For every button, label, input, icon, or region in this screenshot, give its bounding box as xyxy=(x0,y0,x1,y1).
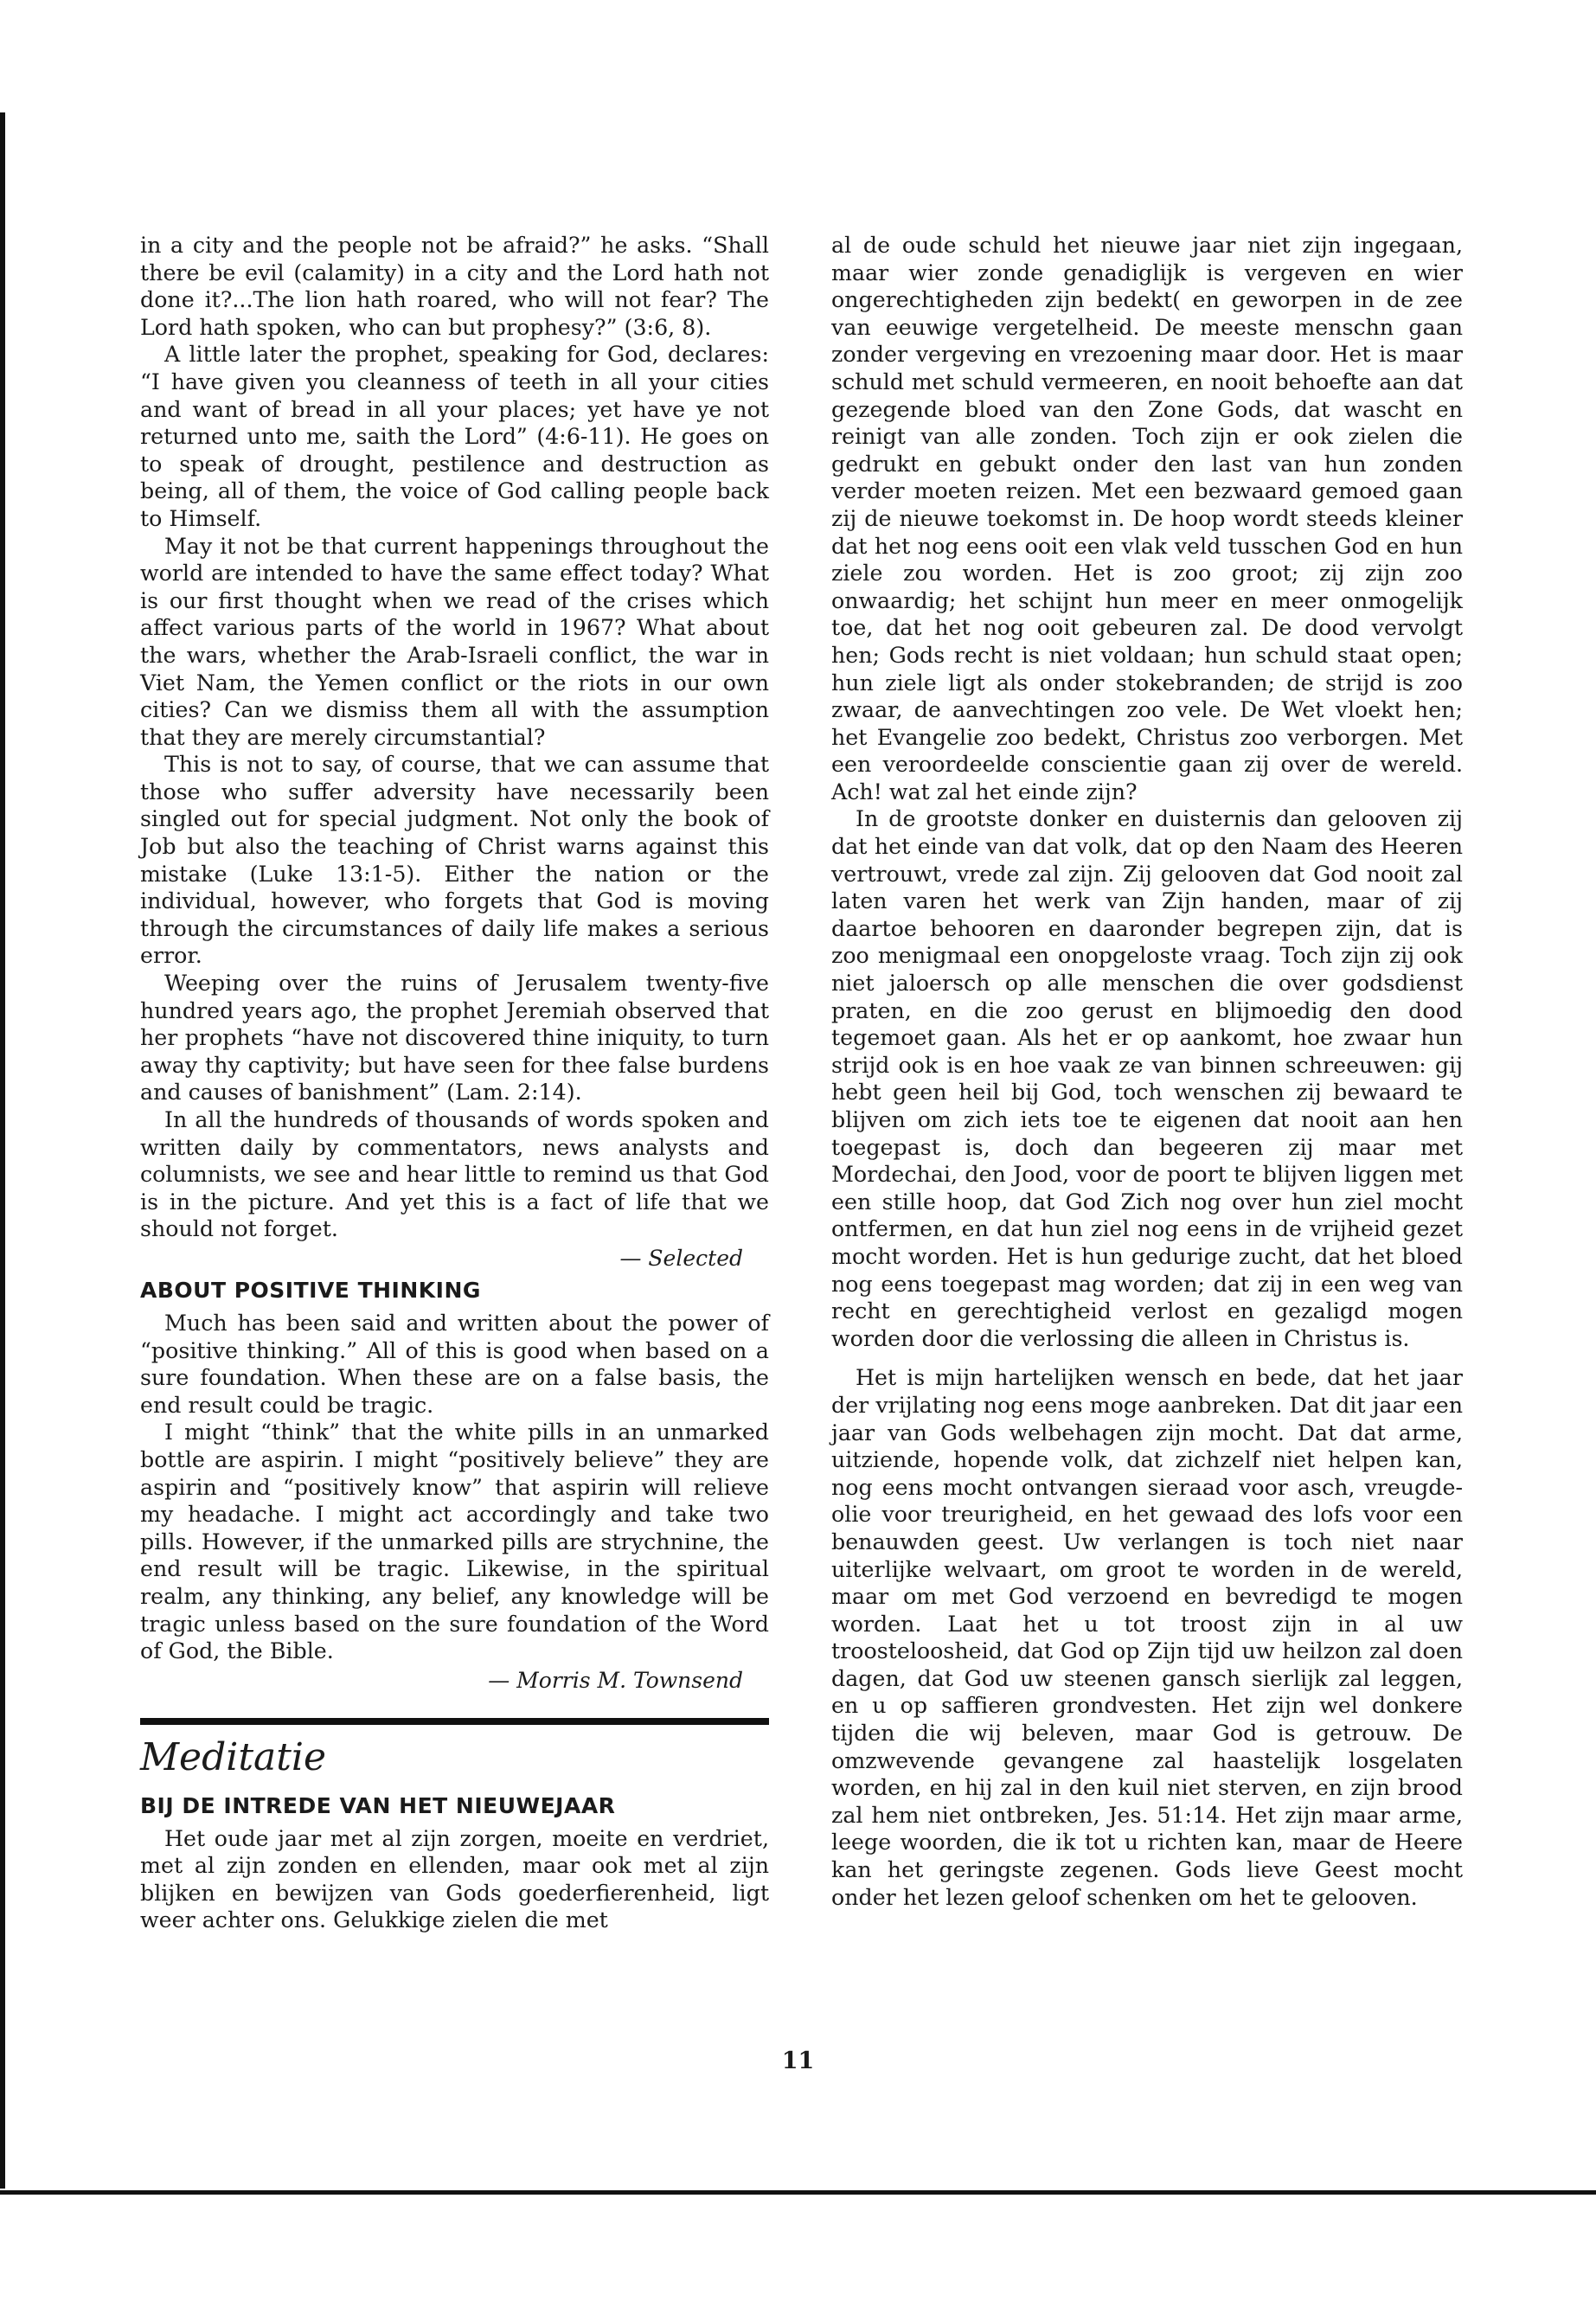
scan-bottom-border xyxy=(0,2190,1596,2195)
paragraph: In de grootste donker en duisternis dan gelooven zij dat het einde van dat volk, dat op den Naam des Heeren vertrouwt, vrede zal zijn. Zij gelooven dat God nooit zal laten varen het werk van Zijn handen, maar of zij daartoe behooren en daaronder begrepen zijn, dat is zoo menigmaal een onopgeloste vraag. Toch zijn zij ook niet jaloersch op alle menschen die over godsdienst praten, en die zoo gerust en blijmoedig den dood tegemoet gaan. Als het er op aankomt, hoe zwaar hun strijd ook is en hoe vaak ze van binnen schreeuwen: gij hebt geen heil bij God, toch wenschen zij bewaard te blijven om zich iets toe te eigenen dat nooit aan hen toegepast is, doch dan begeeren zij maar met Mordechai, den Jood, voor de poort te blijven liggen met een stille hoop, dat God Zich nog over hun ziel mocht ontfermen, en dat hun ziel nog eens in de vrijheid gezet mocht worden. Het is hun gedurige zucht, dat het bloed nog eens toegepast mag worden; dat zij in een weg van recht en gerechtigheid verlost en gezaligd mogen worden door die verlossing die alleen in Christus is. xyxy=(831,806,1463,1351)
meditatie-title: Meditatie xyxy=(140,1734,327,1779)
paragraph: Much has been said and written about the power of “positive thinking.” All of this is good when based on a sure foundation. When these are on a false basis, the end result could be tragic. xyxy=(140,1310,769,1418)
paragraph: al de oude schuld het nieuwe jaar niet zijn ingegaan, maar wier zonde genadiglijk is vergeven en wier ongerechtigheden zijn bedekt( en geworpen in de zee van eeuwige vergetelheid. De meeste menschn gaan zonder vergeving en vrezoening maar door. Het is maar schuld met schuld vermeeren, en nooit behoefte aan dat gezegende bloed van den Zone Gods, dat wascht en reinigt van alle zonden. Toch zijn er ook zielen die gedrukt en gebukt onder den last van hun zonden verder moeten reizen. Met een bezwaard gemoed gaan zij de nieuwe toekomst in. De hoop wordt steeds kleiner dat het nog eens ooit een vlak veld tusschen God en hun ziele zou worden. Het is zoo groot; zij zijn zoo onwaardig; het schijnt hun meer en meer onmogelijk toe, dat het nog ooit gebeuren zal. De dood vervolgt hen; Gods recht is niet voldaan; hun schuld staat open; hun ziele ligt als onder stokebranden; de strijd is zoo zwaar, de aanvechtingen zoo vele. De Wet vloekt hen; het Evangelie zoo bedekt, Christus zoo verborgen. Met een veroordeelde conscientie gaan zij over de wereld. Ach! wat zal het einde zijn? xyxy=(831,233,1463,804)
paragraph: I might “think” that the white pills in an unmarked bottle are aspirin. I might “positively believe” they are aspirin and “positively know” that aspirin will relieve my headache. I might act accordingly and take two pills. However, if the unmarked pills are strychnine, the end result will be tragic. Likewise, in the spiritual realm, any thinking, any belief, any knowledge will be tragic unless based on the sure foundation of the Word of God, the Bible. xyxy=(140,1420,769,1664)
paragraph: May it not be that current happenings throughout the world are intended to have the same effect today? What is our first thought when we read of the crises which affect various parts of the world in 1967? What about the wars, whether the Arab-Israeli conflict, the war in Viet Nam, the Yemen conflict or the riots in our own cities? Can we dismiss them all with the assumption that they are merely circumstantial? xyxy=(140,533,769,750)
credit-author: — Morris M. Townsend xyxy=(488,1667,743,1693)
section-rule xyxy=(140,1718,769,1725)
paragraph: This is not to say, of course, that we can assume that those who suffer adversity have necessarily been singled out for special judgment. Not only the book of Job but also the teaching of Christ warns against this mistake (Luke 13:1-5). Either the nation or the individual, however, who forgets that God is moving through the circumstances of daily life makes a serious error. xyxy=(140,752,769,969)
paragraph: Het is mijn hartelijken wensch en bede, dat het jaar der vrijlating nog eens moge aanbreken. Dat dit jaar een jaar van Gods welbehagen zijn mocht. Dat dat arme, uitziende, hopende volk, dat zichzelf niet helpen kan, nog eens mocht ontvangen sieraad voor asch, vreugde-olie voor treurigheid, en het gewaad des lofs voor een benauwden geest. Uw verlangen is toch niet naar uiterlijke welvaart, om groot te worden in de wereld, maar om met God verzoend en bevredigd te mogen worden. Laat het u tot troost zijn in al uw troosteloosheid, dat God op Zijn tijd uw heilzon zal doen dagen, dat God uw steenen gansch sierlijk zal leggen, en u op saffieren grondvesten. Het zijn wel donkere tijden die wij beleven, maar God is getrouw. De omzwevende gevangene zal haastelijk losgelaten worden, en hij zal in den kuil niet sterven, en zijn brood zal hem niet ontbreken, Jes. 51:14. Het zijn maar arme, leege woorden, die ik tot u richten kan, maar de Heere kan het geringste zegenen. Gods lieve Geest mocht onder het lezen geloof schenken om het te gelooven. xyxy=(831,1365,1463,1910)
page-number: 11 xyxy=(781,2048,815,2074)
paragraph-gap xyxy=(831,1352,1463,1364)
paragraph: Het oude jaar met al zijn zorgen, moeite en verdriet, met al zijn zonden en ellenden, maar ook met al zijn blijken en bewijzen van Gods goederfierenheid, ligt weer achter ons. Gelukkige zielen die met xyxy=(140,1825,769,1933)
paragraph: A little later the prophet, speaking for God, declares: “I have given you cleanness of teeth in all your cities and want of bread in all your places; yet have ye not returned unto me, saith the Lord” (4:6-11). He goes on to speak of drought, pestilence and destruction as being, all of them, the voice of God calling people back to Himself. xyxy=(140,342,769,531)
paragraph: Weeping over the ruins of Jerusalem twenty-five hundred years ago, the prophet Jeremiah observed that her prophets “have not discovered thine iniquity, to turn away thy captivity; but have seen for thee false burdens and causes of banishment” (Lam. 2:14). xyxy=(140,971,769,1106)
right-column xyxy=(831,232,1463,1911)
left-column xyxy=(140,232,769,1934)
paragraph: In all the hundreds of thousands of words spoken and written daily by commentators, news analysts and columnists, we see and hear little to remind us that God is in the picture. And yet this is a fact of life that we should not forget. xyxy=(140,1107,769,1242)
heading-nieuwejaar: BIJ DE INTREDE VAN HET NIEUWEJAAR xyxy=(140,1792,616,1818)
credit-selected: — Selected xyxy=(619,1245,743,1271)
scan-left-border xyxy=(0,112,5,2189)
paragraph: in a city and the people not be afraid?” he asks. “Shall there be evil (calamity) in a city and the Lord hath not done it?...The lion hath roared, who will not fear? The Lord hath spoken, who can but prophesy?” (3:6, 8). xyxy=(140,233,769,340)
heading-positive-thinking: ABOUT POSITIVE THINKING xyxy=(140,1277,481,1303)
